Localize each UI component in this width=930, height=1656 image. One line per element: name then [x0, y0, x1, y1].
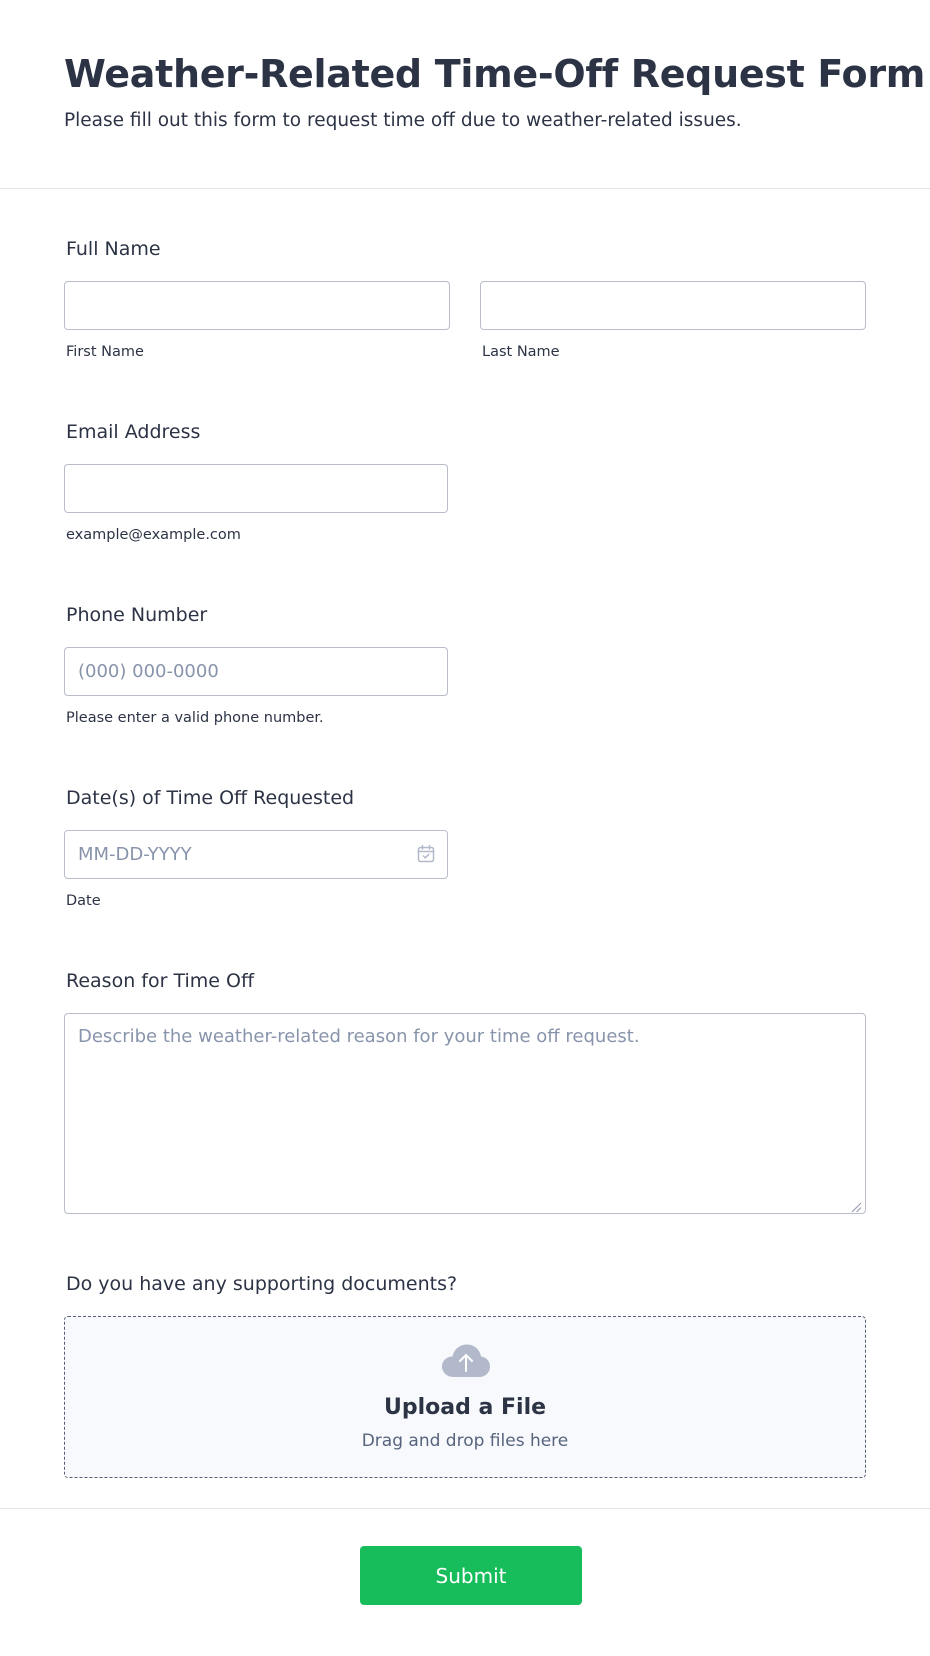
last-name-sublabel: Last Name [482, 344, 560, 360]
phone-label: Phone Number [66, 604, 208, 626]
email-label: Email Address [66, 421, 201, 443]
date-field [64, 830, 448, 879]
phone-sublabel: Please enter a valid phone number. [66, 710, 324, 726]
file-upload-dropzone[interactable] [64, 1316, 866, 1478]
phone-input[interactable] [64, 647, 448, 696]
full-name-label: Full Name [66, 238, 161, 260]
date-sublabel: Date [66, 893, 101, 909]
footer-divider [0, 1508, 930, 1509]
page-subtitle: Please fill out this form to request time off due to weather-related issues. [64, 110, 742, 131]
reason-label: Reason for Time Off [66, 970, 255, 992]
first-name-sublabel: First Name [66, 344, 144, 360]
first-name-input[interactable] [64, 281, 450, 330]
form-header [0, 0, 930, 189]
date-input[interactable] [64, 830, 448, 879]
date-label: Date(s) of Time Off Requested [66, 787, 355, 809]
upload-subtitle: Drag and drop files here [361, 1431, 569, 1451]
documents-label: Do you have any supporting documents? [66, 1273, 458, 1295]
email-sublabel: example@example.com [66, 527, 241, 543]
calendar-icon[interactable] [416, 844, 436, 864]
page-title: Weather-Related Time-Off Request Form [64, 52, 926, 96]
reason-textarea[interactable] [64, 1013, 866, 1214]
email-input[interactable] [64, 464, 448, 513]
submit-button[interactable]: Submit [360, 1546, 582, 1605]
resize-grip-icon[interactable] [850, 1198, 862, 1210]
last-name-input[interactable] [480, 281, 866, 330]
cloud-upload-icon [441, 1343, 491, 1379]
upload-title: Upload a File [383, 1395, 547, 1420]
